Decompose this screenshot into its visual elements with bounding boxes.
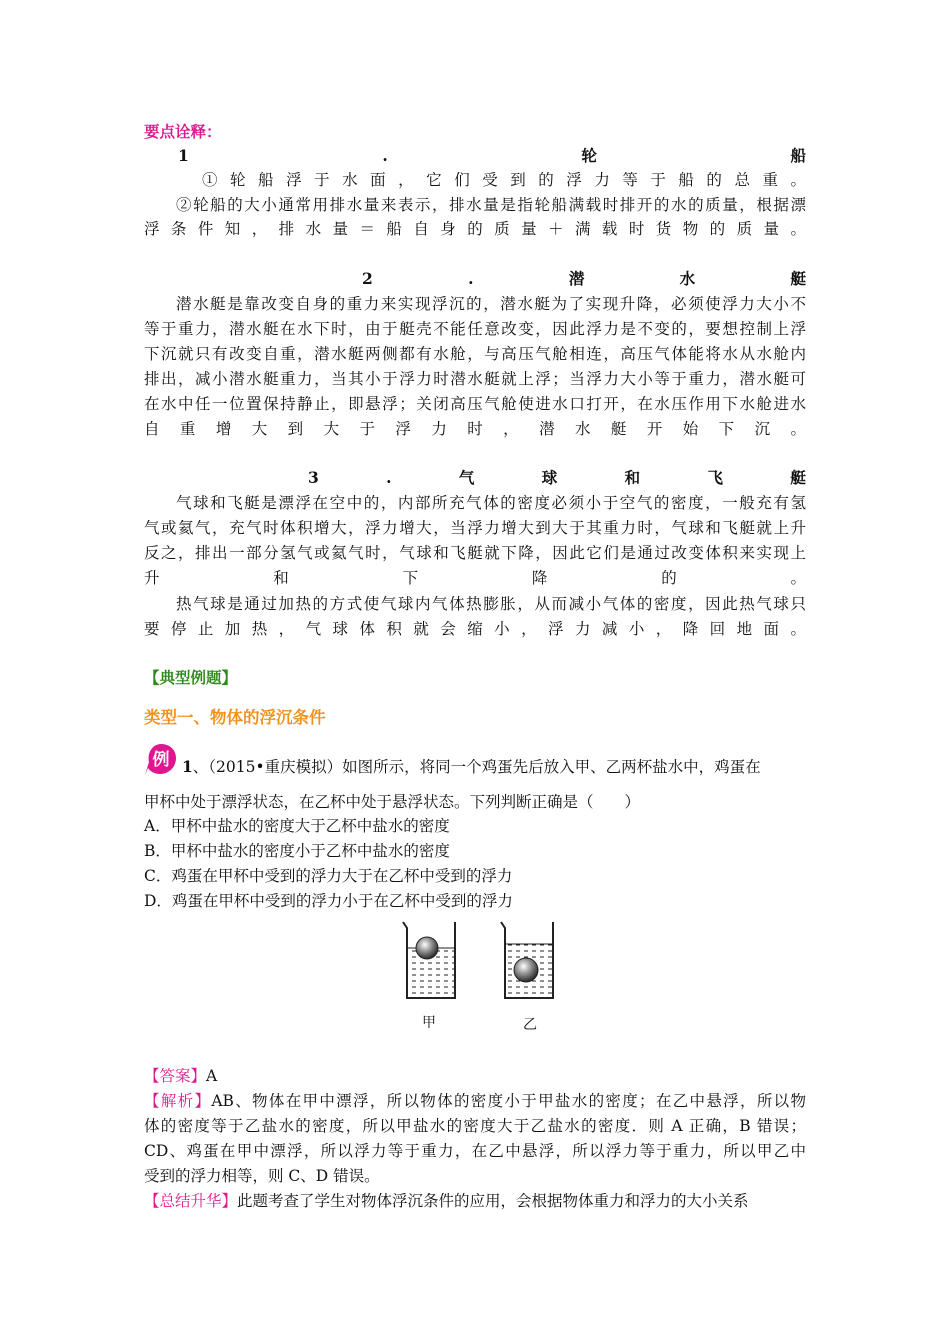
balloon-line: 气或氦气，充气时体积增大，浮力增大，当浮力增大到大于其重力时，气球和飞艇就上升 bbox=[144, 519, 806, 537]
key-points-heading: 要点诠释： bbox=[144, 122, 222, 141]
hot-air-balloon-line2: 要停止加热，气球体积就会缩小，浮力减小，降回地面。 bbox=[144, 620, 806, 638]
beakers-figure bbox=[395, 918, 565, 1034]
egg-suspended bbox=[514, 958, 538, 982]
submarine-line: 下沉就只有改变自重，潜水艇两侧都有水舱，与高压气舱相连，高压气体能将水从水舱内 bbox=[144, 345, 806, 363]
egg-floating bbox=[416, 937, 438, 959]
option-c: C．鸡蛋在甲杯中受到的浮力大于在乙杯中受到的浮力 bbox=[144, 867, 513, 885]
balloon-heading: 3 . 气 球 和 飞 艇 bbox=[308, 468, 806, 487]
example-badge-char: 例 bbox=[152, 750, 170, 770]
answer-line: 【答案】A bbox=[144, 1067, 218, 1085]
balloon-line: 反之，排出一部分氢气或氦气时，气球和飞艇就下降，因此它们是通过改变体积来实现上 bbox=[144, 544, 806, 562]
analysis-line2: 体的密度等于乙盐水的密度，所以甲盐水的密度大于乙盐水的密度．则 A 正确，B 错误； bbox=[144, 1117, 806, 1135]
question-1-line2: 甲杯中处于漂浮状态，在乙杯中处于悬浮状态。下列判断正确是（ ） bbox=[144, 793, 641, 811]
beaker-jia bbox=[403, 922, 455, 998]
analysis-line4: 受到的浮力相等，则 C、D 错误。 bbox=[144, 1167, 380, 1185]
submarine-line: 在水中任一位置保持静止，即悬浮；关闭高压气舱使进水口打开，在水压作用下水舱进水 bbox=[144, 395, 806, 413]
ship-heading: 1 . 轮 船 bbox=[178, 146, 806, 165]
balloon-line-spread: 升 和 下 降 的 。 bbox=[144, 569, 806, 587]
question-1-line1: 1、（2015•重庆模拟）如图所示，将同一个鸡蛋先后放入甲、乙两杯盐水中，鸡蛋在 bbox=[182, 757, 761, 776]
submarine-line: 等于重力，潜水艇在水下时，由于艇壳不能任意改变，因此浮力是不变的，要想控制上浮 bbox=[144, 320, 806, 338]
submarine-heading: 2 . 潜 水 艇 bbox=[362, 269, 806, 288]
hot-air-balloon-line1: 热气球是通过加热的方式使气球内气体热膨胀，从而减小气体的密度，因此热气球只 bbox=[176, 595, 806, 613]
beaker-yi bbox=[501, 922, 553, 998]
summary-line: 【总结升华】此题考查了学生对物体浮沉条件的应用，会根据物体重力和浮力的大小关系 bbox=[144, 1192, 749, 1210]
option-a: A．甲杯中盐水的密度大于乙杯中盐水的密度 bbox=[144, 817, 450, 835]
option-d: D．鸡蛋在甲杯中受到的浮力小于在乙杯中受到的浮力 bbox=[144, 892, 513, 910]
ship-point-2-line2: 浮条件知，排水量＝船自身的质量＋满载时货物的质量。 bbox=[144, 220, 806, 238]
option-b: B．甲杯中盐水的密度小于乙杯中盐水的密度 bbox=[144, 842, 450, 860]
submarine-line: 自重增大到大于浮力时，潜水艇开始下沉。 bbox=[144, 420, 806, 438]
example-type-heading: 类型一、物体的浮沉条件 bbox=[144, 708, 326, 727]
figure-label-jia: 甲 bbox=[422, 1015, 436, 1031]
ship-point-1: ①轮船浮于水面，它们受到的浮力等于船的总重。 bbox=[202, 171, 806, 189]
examples-heading: 【典型例题】 bbox=[144, 668, 238, 687]
submarine-line: 排出，减小潜水艇重力，当其小于浮力时潜水艇就上浮；当浮力大小等于重力，潜水艇可 bbox=[144, 370, 806, 388]
ship-point-2-line1: ②轮船的大小通常用排水量来表示，排水量是指轮船满载时排开的水的质量，根据漂 bbox=[176, 196, 806, 214]
example-badge-icon bbox=[144, 742, 178, 776]
analysis-line1: 【解析】AB、物体在甲中漂浮，所以物体的密度小于甲盐水的密度；在乙中悬浮，所以物 bbox=[144, 1092, 806, 1110]
balloon-line: 气球和飞艇是漂浮在空中的，内部所充气体的密度必须小于空气的密度，一般充有氢 bbox=[176, 494, 806, 512]
submarine-line: 潜水艇是靠改变自身的重力来实现浮沉的，潜水艇为了实现升降，必须使浮力大小不 bbox=[176, 295, 806, 313]
analysis-line3: CD、鸡蛋在甲中漂浮，所以浮力等于重力，在乙中悬浮，所以浮力等于重力，所以甲乙中 bbox=[144, 1142, 806, 1160]
figure-label-yi: 乙 bbox=[523, 1017, 537, 1033]
